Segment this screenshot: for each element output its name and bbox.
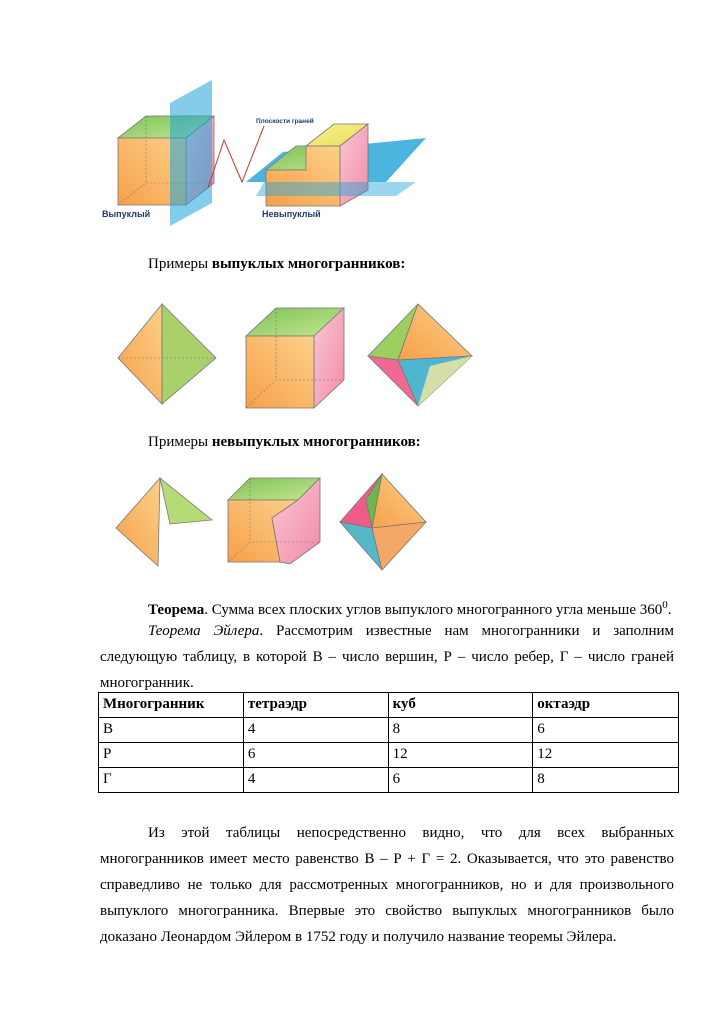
table-cell: Р [99, 743, 244, 768]
euler-intro-paragraph [100, 618, 674, 696]
convex-octahedron-drawing [368, 304, 472, 406]
nonconvex-body-drawing [246, 124, 426, 206]
table-cell: Г [99, 768, 244, 793]
theorem-degree: 0 [662, 599, 668, 611]
table-header-row [99, 693, 679, 718]
table-cell: 6 [388, 768, 533, 793]
convex-nonconvex-figure [96, 78, 426, 228]
nonconvex-examples-figure [110, 472, 440, 572]
convex-tetrahedron-drawing [118, 304, 216, 404]
table-cell: 8 [533, 768, 679, 793]
nonconvex-examples-caption: Примеры невыпуклых многогранников: [148, 434, 421, 450]
table-header-cell: куб [388, 693, 533, 718]
label-planes: Плоскости граней [256, 118, 314, 125]
table-row [99, 743, 679, 768]
label-convex: Выпуклый [102, 209, 151, 219]
euler-title: Теорема Эйлера [148, 623, 260, 639]
convex-cube-example-drawing [246, 308, 344, 408]
convex-examples-figure [110, 296, 490, 412]
polyhedra-table [98, 692, 679, 793]
label-nonconvex: Невыпуклый [262, 209, 321, 219]
theorem-end: . [667, 602, 672, 618]
conclusion-paragraph [100, 820, 674, 950]
table-cell: 4 [243, 718, 388, 743]
table-cell: 6 [533, 718, 679, 743]
nonconvex-octa-drawing [340, 474, 426, 570]
table-cell: 6 [243, 743, 388, 768]
table-header-cell: тетраэдр [243, 693, 388, 718]
table-cell: 4 [243, 768, 388, 793]
table-row [99, 768, 679, 793]
conclusion-text: Из этой таблицы непосредственно видно, что для всех выбранных многогранников имеет место равенство В – Р + Г = 2. Оказывается, что это равенство справедливо не только для рассмотренных многогранников, но и для произвольного выпуклого многогранника. Впервые это свойство выпуклых многогранников было доказано Леонардом Эйлером в 1752 году и получило название теоремы Эйлера. [100, 825, 674, 945]
table-header-cell: октаэдр [533, 693, 679, 718]
table-cell: В [99, 718, 244, 743]
convex-examples-caption: Примеры выпуклых многогранников: [148, 256, 406, 272]
table-cell: 12 [533, 743, 679, 768]
table-header-cell: Многогранник [99, 693, 244, 718]
convex-cube-drawing [118, 80, 214, 226]
table-cell: 8 [388, 718, 533, 743]
theorem-title: Теорема [148, 602, 205, 618]
table-row [99, 718, 679, 743]
theorem-text: . Сумма всех плоских углов выпуклого многогранного угла меньше 360 [204, 602, 663, 618]
nonconvex-cube-drawing [228, 478, 320, 564]
euler-text: . Рассмотрим известные нам многогранники и заполним следующую таблицу, в которой В – число вершин, Р – число ребер, Г – число граней многогранник. [100, 623, 675, 691]
table-cell: 12 [388, 743, 533, 768]
nonconvex-tetra-drawing [116, 478, 212, 566]
